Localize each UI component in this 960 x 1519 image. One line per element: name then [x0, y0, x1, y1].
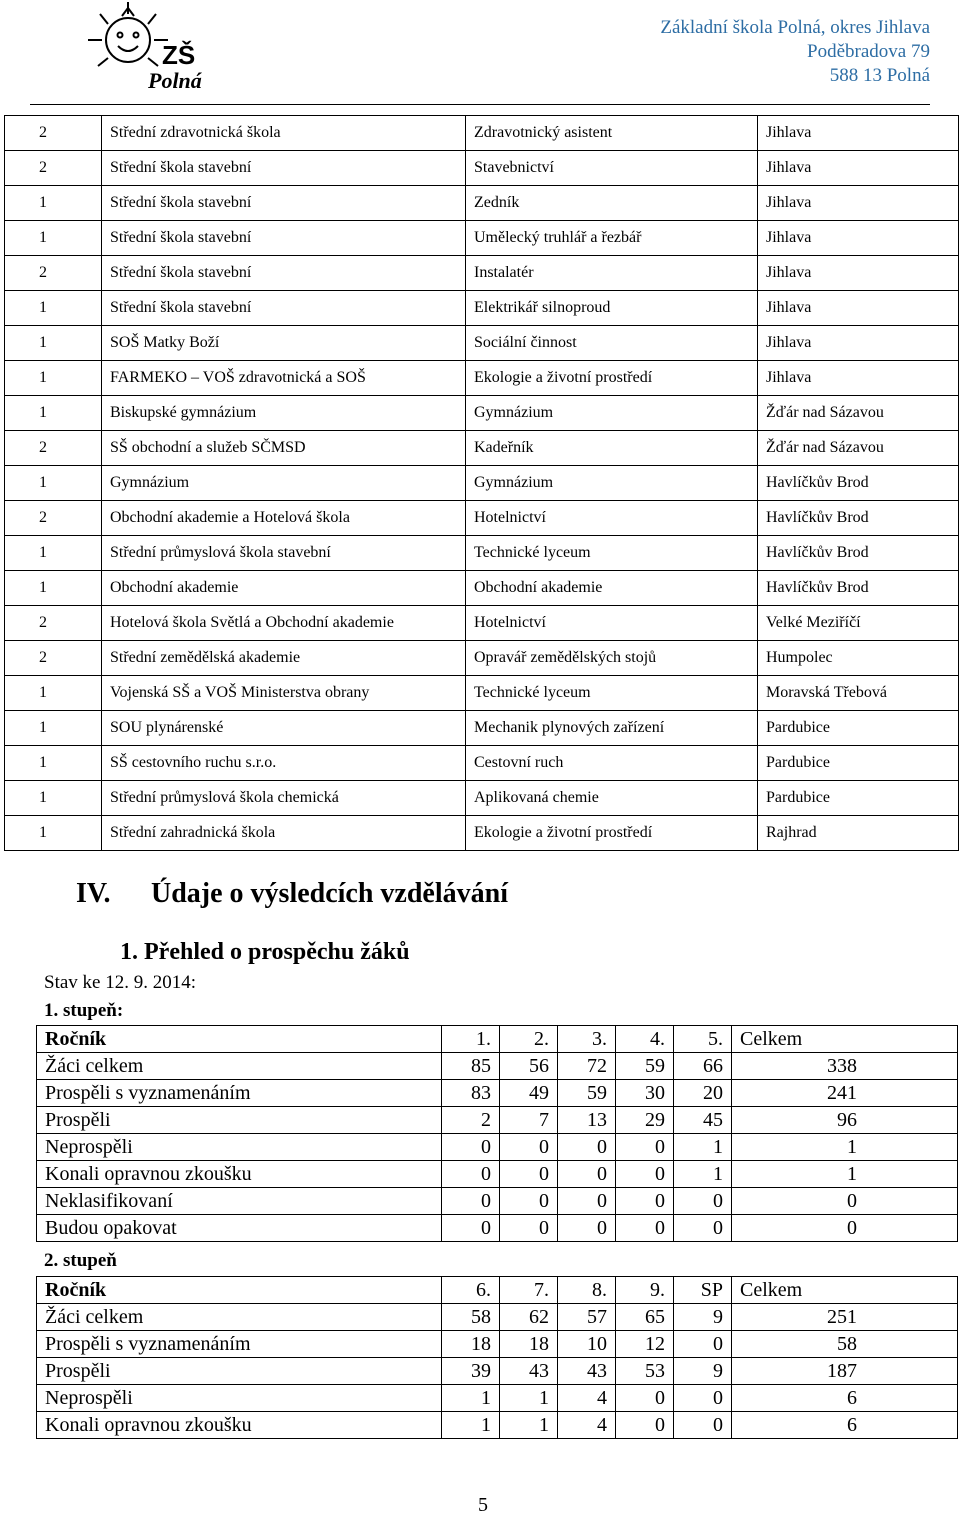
table-row: [37, 1215, 958, 1242]
table-row: [5, 606, 959, 641]
school-field-cell: Mechanik plynových zařízení: [466, 711, 758, 746]
value-cell: 4: [558, 1385, 616, 1412]
school-name-cell: SOU plynárenské: [102, 711, 466, 746]
value-cell: 0: [616, 1134, 674, 1161]
address-line-1: Základní škola Polná, okres Jihlava: [660, 17, 930, 38]
school-count-cell: 1: [5, 361, 102, 396]
address-line-3: 588 13 Polná: [829, 65, 930, 86]
total-cell: 251: [732, 1304, 958, 1331]
value-cell: 29: [616, 1107, 674, 1134]
school-field-cell: Cestovní ruch: [466, 746, 758, 781]
school-count-cell: 2: [5, 431, 102, 466]
school-city-cell: Jihlava: [758, 361, 959, 396]
table-row: [37, 1412, 958, 1439]
school-city-cell: Jihlava: [758, 116, 959, 151]
total-cell: 0: [732, 1188, 958, 1215]
row-label-cell: Neklasifikovaní: [37, 1188, 442, 1215]
school-field-cell: Sociální činnost: [466, 326, 758, 361]
value-cell: 65: [616, 1304, 674, 1331]
table-row: [5, 571, 959, 606]
school-count-cell: 1: [5, 816, 102, 851]
table-row: [5, 396, 959, 431]
table-row: [37, 1080, 958, 1107]
value-cell: 43: [500, 1358, 558, 1385]
table-row: [37, 1107, 958, 1134]
school-count-cell: 1: [5, 571, 102, 606]
school-field-cell: Technické lyceum: [466, 676, 758, 711]
value-cell: 53: [616, 1358, 674, 1385]
table-row: [5, 326, 959, 361]
value-cell: 18: [442, 1331, 500, 1358]
value-cell: 0: [616, 1412, 674, 1439]
value-cell: 0: [500, 1161, 558, 1188]
school-count-cell: 2: [5, 606, 102, 641]
school-city-cell: Pardubice: [758, 781, 959, 816]
value-cell: 0: [616, 1188, 674, 1215]
value-cell: 49: [500, 1080, 558, 1107]
schools-table: [4, 115, 959, 851]
value-cell: 13: [558, 1107, 616, 1134]
school-field-cell: Ekologie a životní prostředí: [466, 361, 758, 396]
school-name-cell: Vojenská SŠ a VOŠ Ministerstva obrany: [102, 676, 466, 711]
value-cell: 0: [558, 1161, 616, 1188]
school-field-cell: Gymnázium: [466, 396, 758, 431]
value-cell: 9: [674, 1304, 732, 1331]
stage-2-label: 2. stupeň: [44, 1250, 117, 1271]
row-label-cell: Prospěli s vyznamenáním: [37, 1080, 442, 1107]
value-cell: 7: [500, 1107, 558, 1134]
table-row: [5, 641, 959, 676]
address-line-2: Poděbradova 79: [807, 41, 930, 62]
value-cell: 2: [442, 1107, 500, 1134]
school-address: [660, 16, 930, 88]
value-cell: 43: [558, 1358, 616, 1385]
table-row: [37, 1161, 958, 1188]
value-cell: 0: [558, 1215, 616, 1242]
stage-1-label: 1. stupeň:: [44, 1000, 124, 1021]
value-cell: 18: [500, 1331, 558, 1358]
row-label-cell: Neprospěli: [37, 1134, 442, 1161]
school-field-cell: Gymnázium: [466, 466, 758, 501]
value-cell: 0: [674, 1188, 732, 1215]
svg-text:ZŠ: ZŠ: [162, 40, 196, 70]
value-cell: 0: [500, 1215, 558, 1242]
value-cell: 1: [674, 1134, 732, 1161]
school-field-cell: Instalatér: [466, 256, 758, 291]
value-cell: 7.: [500, 1277, 558, 1304]
school-field-cell: Ekologie a životní prostředí: [466, 816, 758, 851]
value-cell: 1: [442, 1385, 500, 1412]
school-name-cell: Střední škola stavební: [102, 186, 466, 221]
results-table-stage-1: [36, 1025, 958, 1242]
value-cell: 0: [558, 1134, 616, 1161]
school-name-cell: Střední škola stavební: [102, 291, 466, 326]
value-cell: 1: [500, 1412, 558, 1439]
school-city-cell: Rajhrad: [758, 816, 959, 851]
value-cell: 0: [500, 1134, 558, 1161]
value-cell: 1: [442, 1412, 500, 1439]
school-count-cell: 2: [5, 501, 102, 536]
school-city-cell: Pardubice: [758, 746, 959, 781]
school-count-cell: 1: [5, 396, 102, 431]
row-label-cell: Prospěli: [37, 1358, 442, 1385]
row-label-cell: Budou opakovat: [37, 1215, 442, 1242]
value-cell: 20: [674, 1080, 732, 1107]
value-cell: 0: [616, 1385, 674, 1412]
school-city-cell: Jihlava: [758, 151, 959, 186]
value-cell: 0: [442, 1134, 500, 1161]
value-cell: 85: [442, 1053, 500, 1080]
table-header-row: [37, 1026, 958, 1053]
table-row: [5, 536, 959, 571]
school-count-cell: 2: [5, 641, 102, 676]
school-name-cell: Střední škola stavební: [102, 256, 466, 291]
total-cell: 0: [732, 1215, 958, 1242]
school-count-cell: 1: [5, 326, 102, 361]
value-cell: 1.: [442, 1026, 500, 1053]
school-name-cell: Střední škola stavební: [102, 221, 466, 256]
school-city-cell: Havlíčkův Brod: [758, 536, 959, 571]
value-cell: 0: [442, 1188, 500, 1215]
value-cell: 0: [616, 1215, 674, 1242]
value-cell: 10: [558, 1331, 616, 1358]
school-name-cell: Gymnázium: [102, 466, 466, 501]
school-count-cell: 1: [5, 536, 102, 571]
total-cell: 338: [732, 1053, 958, 1080]
table-row: [37, 1053, 958, 1080]
table-row: [5, 431, 959, 466]
school-count-cell: 2: [5, 256, 102, 291]
table-row: [5, 116, 959, 151]
school-field-cell: Kadeřník: [466, 431, 758, 466]
school-count-cell: 1: [5, 291, 102, 326]
row-label-cell: Prospěli: [37, 1107, 442, 1134]
logo-text: Polná: [148, 68, 202, 93]
row-label-cell: Ročník: [37, 1277, 442, 1304]
table-row: [37, 1188, 958, 1215]
school-city-cell: Jihlava: [758, 221, 959, 256]
table-row: [5, 361, 959, 396]
table-row: [5, 501, 959, 536]
school-city-cell: Žďár nad Sázavou: [758, 431, 959, 466]
table-row: [5, 221, 959, 256]
table-row: [5, 781, 959, 816]
school-city-cell: Jihlava: [758, 291, 959, 326]
school-name-cell: Obchodní akademie: [102, 571, 466, 606]
table-row: [5, 466, 959, 501]
total-cell: 58: [732, 1331, 958, 1358]
value-cell: 8.: [558, 1277, 616, 1304]
school-field-cell: Zedník: [466, 186, 758, 221]
school-field-cell: Hotelnictví: [466, 501, 758, 536]
table-row: [37, 1304, 958, 1331]
school-name-cell: Střední průmyslová škola chemická: [102, 781, 466, 816]
value-cell: 83: [442, 1080, 500, 1107]
school-field-cell: Hotelnictví: [466, 606, 758, 641]
table-row: [37, 1331, 958, 1358]
school-name-cell: Hotelová škola Světlá a Obchodní akademie: [102, 606, 466, 641]
school-count-cell: 1: [5, 746, 102, 781]
value-cell: 39: [442, 1358, 500, 1385]
total-cell: 1: [732, 1161, 958, 1188]
row-label-cell: Neprospěli: [37, 1385, 442, 1412]
school-field-cell: Technické lyceum: [466, 536, 758, 571]
school-field-cell: Zdravotnický asistent: [466, 116, 758, 151]
school-field-cell: Stavebnictví: [466, 151, 758, 186]
row-label-cell: Prospěli s vyznamenáním: [37, 1331, 442, 1358]
value-cell: 58: [442, 1304, 500, 1331]
section-title: Údaje o výsledcích vzdělávání: [151, 878, 508, 909]
value-cell: 59: [558, 1080, 616, 1107]
school-city-cell: Žďár nad Sázavou: [758, 396, 959, 431]
table-row: [5, 151, 959, 186]
total-cell: 187: [732, 1358, 958, 1385]
row-label-cell: Konali opravnou zkoušku: [37, 1412, 442, 1439]
row-label-cell: Žáci celkem: [37, 1304, 442, 1331]
state-date: Stav ke 12. 9. 2014:: [44, 972, 196, 993]
value-cell: 4: [558, 1412, 616, 1439]
total-cell: 96: [732, 1107, 958, 1134]
total-cell: 6: [732, 1385, 958, 1412]
school-name-cell: Biskupské gymnázium: [102, 396, 466, 431]
total-cell: Celkem: [732, 1026, 958, 1053]
school-field-cell: Obchodní akademie: [466, 571, 758, 606]
school-name-cell: SŠ obchodní a služeb SČMSD: [102, 431, 466, 466]
school-name-cell: SŠ cestovního ruchu s.r.o.: [102, 746, 466, 781]
value-cell: 0: [616, 1161, 674, 1188]
value-cell: 62: [500, 1304, 558, 1331]
table-row: [5, 711, 959, 746]
value-cell: 9.: [616, 1277, 674, 1304]
sub-heading: 1. Přehled o prospěchu žáků: [120, 939, 410, 965]
value-cell: 12: [616, 1331, 674, 1358]
section-number: IV.: [76, 878, 111, 909]
school-count-cell: 1: [5, 781, 102, 816]
school-count-cell: 1: [5, 186, 102, 221]
school-city-cell: Pardubice: [758, 711, 959, 746]
total-cell: 6: [732, 1412, 958, 1439]
school-city-cell: Humpolec: [758, 641, 959, 676]
row-label-cell: Ročník: [37, 1026, 442, 1053]
school-count-cell: 1: [5, 466, 102, 501]
school-logo: [36, 0, 206, 100]
school-name-cell: Střední zahradnická škola: [102, 816, 466, 851]
value-cell: 57: [558, 1304, 616, 1331]
school-field-cell: Elektrikář silnoproud: [466, 291, 758, 326]
school-city-cell: Havlíčkův Brod: [758, 501, 959, 536]
school-city-cell: Moravská Třebová: [758, 676, 959, 711]
results-table-stage-2: [36, 1276, 958, 1439]
total-cell: 1: [732, 1134, 958, 1161]
value-cell: 2.: [500, 1026, 558, 1053]
school-count-cell: 2: [5, 151, 102, 186]
school-name-cell: FARMEKO – VOŠ zdravotnická a SOŠ: [102, 361, 466, 396]
value-cell: 9: [674, 1358, 732, 1385]
total-cell: Celkem: [732, 1277, 958, 1304]
table-row: [5, 186, 959, 221]
table-row: [37, 1134, 958, 1161]
school-count-cell: 1: [5, 221, 102, 256]
school-count-cell: 1: [5, 676, 102, 711]
value-cell: 30: [616, 1080, 674, 1107]
row-label-cell: Konali opravnou zkoušku: [37, 1161, 442, 1188]
value-cell: 4.: [616, 1026, 674, 1053]
school-city-cell: Jihlava: [758, 326, 959, 361]
school-name-cell: Střední zdravotnická škola: [102, 116, 466, 151]
value-cell: 0: [674, 1385, 732, 1412]
header-divider: [30, 104, 930, 105]
value-cell: 0: [500, 1188, 558, 1215]
value-cell: 45: [674, 1107, 732, 1134]
value-cell: 0: [558, 1188, 616, 1215]
value-cell: 1: [674, 1161, 732, 1188]
school-city-cell: Jihlava: [758, 186, 959, 221]
table-row: [5, 816, 959, 851]
school-name-cell: Střední průmyslová škola stavební: [102, 536, 466, 571]
value-cell: 0: [442, 1161, 500, 1188]
value-cell: 59: [616, 1053, 674, 1080]
table-row: [37, 1358, 958, 1385]
value-cell: 1: [500, 1385, 558, 1412]
school-city-cell: Havlíčkův Brod: [758, 466, 959, 501]
value-cell: 56: [500, 1053, 558, 1080]
value-cell: 0: [674, 1215, 732, 1242]
value-cell: 0: [674, 1412, 732, 1439]
table-row: [37, 1385, 958, 1412]
value-cell: 3.: [558, 1026, 616, 1053]
table-row: [5, 746, 959, 781]
school-field-cell: Aplikovaná chemie: [466, 781, 758, 816]
table-row: [5, 291, 959, 326]
school-name-cell: Obchodní akademie a Hotelová škola: [102, 501, 466, 536]
school-field-cell: Opravář zemědělských stojů: [466, 641, 758, 676]
school-name-cell: Střední škola stavební: [102, 151, 466, 186]
school-name-cell: Střední zemědělská akademie: [102, 641, 466, 676]
school-name-cell: SOŠ Matky Boží: [102, 326, 466, 361]
table-header-row: [37, 1277, 958, 1304]
table-row: [5, 676, 959, 711]
row-label-cell: Žáci celkem: [37, 1053, 442, 1080]
value-cell: 0: [442, 1215, 500, 1242]
total-cell: 241: [732, 1080, 958, 1107]
school-field-cell: Umělecký truhlář a řezbář: [466, 221, 758, 256]
value-cell: 66: [674, 1053, 732, 1080]
table-row: [5, 256, 959, 291]
school-city-cell: Velké Meziříčí: [758, 606, 959, 641]
school-count-cell: 2: [5, 116, 102, 151]
school-city-cell: Havlíčkův Brod: [758, 571, 959, 606]
section-heading: [76, 878, 508, 910]
value-cell: 72: [558, 1053, 616, 1080]
page-number: 5: [478, 1494, 488, 1516]
school-city-cell: Jihlava: [758, 256, 959, 291]
value-cell: SP: [674, 1277, 732, 1304]
value-cell: 6.: [442, 1277, 500, 1304]
value-cell: 5.: [674, 1026, 732, 1053]
value-cell: 0: [674, 1331, 732, 1358]
school-count-cell: 1: [5, 711, 102, 746]
